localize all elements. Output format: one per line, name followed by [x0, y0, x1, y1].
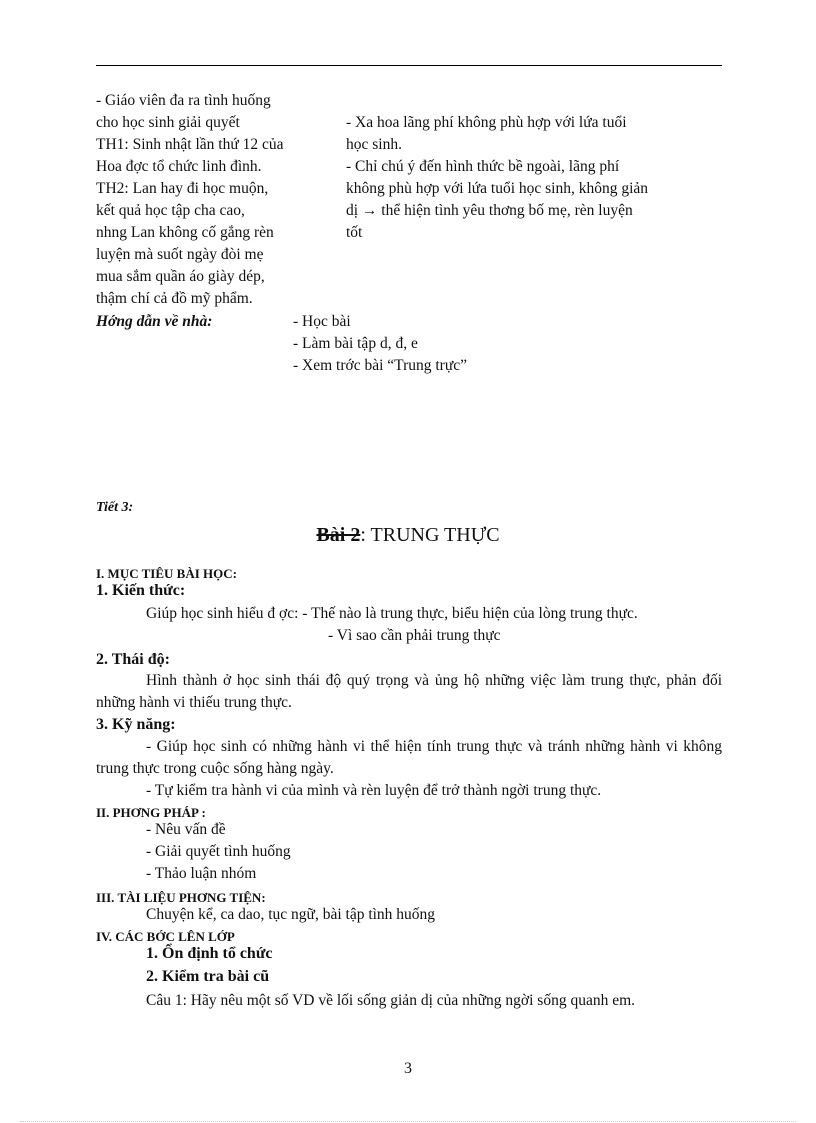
header-rule [96, 65, 722, 66]
attitude-paragraph [96, 670, 722, 714]
left-column [96, 90, 332, 310]
right-line: học sinh. [346, 136, 402, 153]
homework-item: - Xem trớc bài “Trung trực” [293, 357, 467, 374]
knowledge-line-1: Giúp học sinh hiểu đ ợc: - Thế nào là trung thực, biểu hiện của lòng trung thực. [146, 605, 638, 622]
materials-text: Chuyện kể, ca dao, tục ngữ, bài tập tình huống [146, 906, 436, 923]
right-line: không phù hợp với lứa tuổi học sinh, không giản [346, 180, 649, 197]
homework-label: Hớng dẫn về nhà: [96, 313, 213, 330]
left-line: luyện mà suốt ngày đòi mẹ [96, 246, 264, 263]
section-procedure: IV. CÁC BỚC LÊN LỚP [96, 929, 235, 944]
page-bottom-edge [20, 1121, 796, 1122]
method-item: - Nêu vấn đề [146, 821, 226, 838]
left-line: cho học sinh giải quyết [96, 114, 240, 131]
section-methods: II. PHƠNG PHÁP : [96, 805, 206, 820]
subsection-skills: 3. Kỹ năng: [96, 716, 176, 733]
right-line: tốt [346, 224, 363, 241]
step-review: 2. Kiểm tra bài cũ [146, 968, 270, 985]
right-line: dị → thể hiện tình yêu thơng bố mẹ, rèn luyện [346, 202, 633, 219]
subsection-attitude: 2. Thái độ: [96, 651, 170, 668]
method-item: - Giải quyết tình huống [146, 843, 291, 860]
left-line: kết quả học tập cha cao, [96, 202, 245, 219]
knowledge-line-2: - Vì sao cần phải trung thực [328, 627, 501, 644]
left-line: mua sắm quần áo giày dép, [96, 268, 265, 285]
review-paragraph [96, 990, 722, 1012]
right-column [346, 112, 722, 244]
homework-item: - Học bài [293, 313, 351, 330]
left-line: Hoa đợc tổ chức linh đình. [96, 158, 262, 175]
right-line: - Chỉ chú ý đến hình thức bề ngoài, lãng phí [346, 158, 620, 175]
left-line: thậm chí cả đồ mỹ phẩm. [96, 290, 253, 307]
section-objectives: I. MỤC TIÊU BÀI HỌC: [96, 566, 237, 581]
lesson-title [0, 524, 816, 546]
step-organize: 1. Ổn định tổ chức [146, 945, 273, 962]
method-item: - Thảo luận nhóm [146, 865, 257, 882]
methods-list [146, 819, 291, 885]
homework-list [293, 311, 467, 377]
left-line: - Giáo viên đa ra tình huống [96, 92, 271, 109]
page-number: 3 [404, 1060, 412, 1077]
title-struck: Bài 2 [316, 524, 361, 546]
subsection-knowledge: 1. Kiến thức: [96, 582, 186, 599]
left-line: nhng Lan không cố gắng rèn [96, 224, 274, 241]
title-text: : TRUNG THỰC [360, 524, 500, 546]
section-materials: III. TÀI LIỆU PHƠNG TIỆN: [96, 890, 266, 905]
left-line: TH2: Lan hay đi học muộn, [96, 180, 269, 197]
review-question: Câu 1: Hãy nêu một số VD về lối sống giản dị của những ngời sống quanh em. [146, 992, 636, 1009]
skills-text-2: - Tự kiểm tra hành vi của mình và rèn luyện để trở thành ngời trung thực. [146, 782, 602, 799]
attitude-text: Hình thành ở học sinh thái độ quý trọng và ủng hộ những việc làm trung thực, phản đối những hành vi thiếu trung thực. [96, 672, 722, 711]
lesson-label: Tiết 3: [96, 500, 134, 515]
homework-item: - Làm bài tập d, đ, e [293, 335, 418, 352]
right-line: - Xa hoa lãng phí không phù hợp với lứa tuổi [346, 114, 627, 131]
skills-paragraph [96, 736, 722, 802]
skills-text-1: - Giúp học sinh có những hành vi thể hiện tính trung thực và tránh những hành vi không trung thực trong cuộc sống hàng ngày. [96, 738, 722, 777]
left-line: TH1: Sinh nhật lần thứ 12 của [96, 136, 284, 153]
